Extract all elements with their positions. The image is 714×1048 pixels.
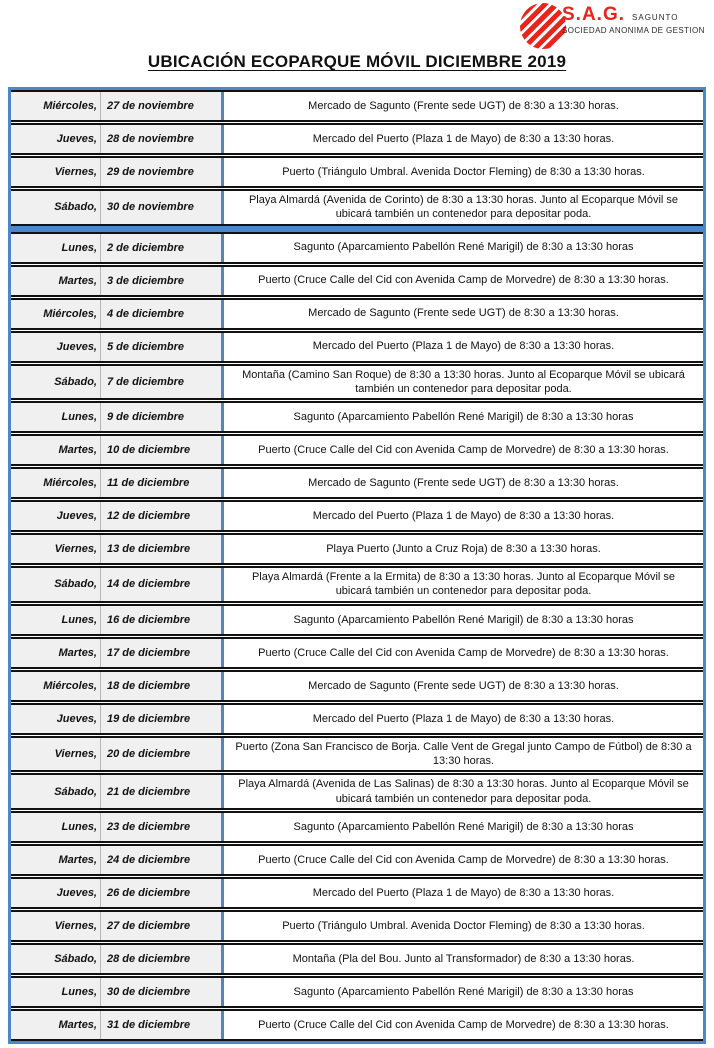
- date-cell: [11, 125, 221, 153]
- table-row: [11, 189, 703, 226]
- location-cell: Playa Almardá (Avenida de Corinto) de 8:30 a 13:30 horas. Junto al Ecoparque Móvil se ubicará también un contenedor para depositar poda.: [221, 191, 703, 224]
- page-title: UBICACIÓN ECOPARQUE MÓVIL DICIEMBRE 2019: [147, 52, 567, 71]
- table-row: [11, 123, 703, 155]
- day-label: Viernes,: [11, 158, 101, 186]
- table-row: [11, 331, 703, 363]
- date-label: 7 de diciembre: [107, 375, 185, 388]
- location-cell: Playa Puerto (Junto a Cruz Roja) de 8:30 a 13:30 horas.: [221, 535, 703, 563]
- sag-logo-ball-icon: [520, 3, 566, 49]
- date-cell: [11, 705, 221, 733]
- location-cell: Mercado del Puerto (Plaza 1 de Mayo) de 8:30 a 13:30 horas.: [221, 879, 703, 907]
- date-cell: [11, 158, 221, 186]
- day-label: Martes,: [11, 1011, 101, 1039]
- location-cell: Puerto (Triángulo Umbral. Avenida Doctor Fleming) de 8:30 a 13:30 horas.: [221, 158, 703, 186]
- location-cell: Mercado de Sagunto (Frente sede UGT) de 8:30 a 13:30 horas.: [221, 92, 703, 120]
- date-cell: [11, 879, 221, 907]
- date-label: 29 de noviembre: [107, 166, 194, 178]
- table-row: [11, 533, 703, 565]
- table-row: [11, 364, 703, 401]
- date-cell: [11, 672, 221, 700]
- location-cell: Puerto (Cruce Calle del Cid con Avenida Camp de Morvedre) de 8:30 a 13:30 horas.: [221, 1011, 703, 1039]
- date-label: 26 de diciembre: [107, 886, 191, 899]
- table-row: [11, 877, 703, 909]
- table-row: [11, 156, 703, 188]
- sag-logo-text: [562, 3, 705, 35]
- location-cell: Sagunto (Aparcamiento Pabellón René Marigil) de 8:30 a 13:30 horas: [221, 813, 703, 841]
- day-label: Sábado,: [11, 775, 101, 808]
- day-label: Miércoles,: [11, 672, 101, 700]
- table-row: [11, 943, 703, 975]
- location-cell: Playa Almardá (Frente a la Ermita) de 8:30 a 13:30 horas. Junto al Ecoparque Móvil se ubicará también un contenedor para depositar poda.: [221, 568, 703, 601]
- day-label: Viernes,: [11, 912, 101, 940]
- location-cell: Puerto (Zona San Francisco de Borja. Calle Vent de Gregal junto Campo de Fútbol) de 8:30 a 13:30 horas.: [221, 738, 703, 771]
- date-label: 14 de diciembre: [107, 578, 191, 591]
- sag-logo: [520, 3, 706, 49]
- date-label: 27 de noviembre: [107, 100, 194, 112]
- date-label: 28 de diciembre: [107, 952, 191, 965]
- date-cell: [11, 912, 221, 940]
- day-label: Lunes,: [11, 813, 101, 841]
- location-cell: Mercado del Puerto (Plaza 1 de Mayo) de 8:30 a 13:30 horas.: [221, 125, 703, 153]
- date-label: 28 de noviembre: [107, 133, 194, 145]
- day-label: Sábado,: [11, 945, 101, 973]
- date-cell: [11, 502, 221, 530]
- date-cell: [11, 738, 221, 771]
- date-label: 11 de diciembre: [107, 477, 190, 490]
- table-row: [11, 703, 703, 735]
- table-row: [11, 844, 703, 876]
- date-label: 24 de diciembre: [107, 853, 191, 866]
- day-label: Jueves,: [11, 705, 101, 733]
- day-label: Lunes,: [11, 403, 101, 431]
- day-label: Sábado,: [11, 568, 101, 601]
- location-cell: Sagunto (Aparcamiento Pabellón René Marigil) de 8:30 a 13:30 horas: [221, 403, 703, 431]
- day-label: Jueves,: [11, 125, 101, 153]
- location-cell: Mercado del Puerto (Plaza 1 de Mayo) de 8:30 a 13:30 horas.: [221, 502, 703, 530]
- sag-logo-acronym: S.A.G.: [562, 4, 626, 25]
- day-label: Jueves,: [11, 502, 101, 530]
- date-cell: [11, 92, 221, 120]
- date-label: 12 de diciembre: [107, 510, 191, 523]
- day-label: Sábado,: [11, 366, 101, 399]
- day-label: Viernes,: [11, 535, 101, 563]
- date-label: 19 de diciembre: [107, 712, 191, 725]
- table-row: [11, 401, 703, 433]
- date-label: 4 de diciembre: [107, 307, 185, 320]
- date-cell: [11, 469, 221, 497]
- date-label: 18 de diciembre: [107, 679, 191, 692]
- date-cell: [11, 978, 221, 1006]
- location-cell: Montaña (Pla del Bou. Junto al Transformador) de 8:30 a 13:30 horas.: [221, 945, 703, 973]
- date-cell: [11, 267, 221, 295]
- date-label: 30 de noviembre: [107, 201, 194, 214]
- location-cell: Sagunto (Aparcamiento Pabellón René Marigil) de 8:30 a 13:30 horas: [221, 606, 703, 634]
- table-row: [11, 434, 703, 466]
- table-row: [11, 90, 703, 122]
- date-cell: [11, 366, 221, 399]
- day-label: Lunes,: [11, 606, 101, 634]
- location-cell: Puerto (Cruce Calle del Cid con Avenida Camp de Morvedre) de 8:30 a 13:30 horas.: [221, 639, 703, 667]
- location-cell: Playa Almardá (Avenida de Las Salinas) de 8:30 a 13:30 horas. Junto al Ecoparque Móvil se ubicará también un contenedor para depositar poda.: [221, 775, 703, 808]
- day-label: Martes,: [11, 267, 101, 295]
- date-cell: [11, 436, 221, 464]
- table-row: [11, 265, 703, 297]
- schedule-table: [8, 87, 706, 1044]
- date-cell: [11, 403, 221, 431]
- location-cell: Puerto (Cruce Calle del Cid con Avenida Camp de Morvedre) de 8:30 a 13:30 horas.: [221, 267, 703, 295]
- date-cell: [11, 639, 221, 667]
- day-label: Jueves,: [11, 333, 101, 361]
- table-section-noviembre: [8, 87, 706, 229]
- day-label: Miércoles,: [11, 300, 101, 328]
- date-cell: [11, 568, 221, 601]
- date-cell: [11, 775, 221, 808]
- date-label: 21 de diciembre: [107, 785, 191, 798]
- day-label: Jueves,: [11, 879, 101, 907]
- date-label: 5 de diciembre: [107, 340, 185, 353]
- table-row: [11, 910, 703, 942]
- location-cell: Mercado del Puerto (Plaza 1 de Mayo) de 8:30 a 13:30 horas.: [221, 705, 703, 733]
- day-label: Martes,: [11, 639, 101, 667]
- date-label: 17 de diciembre: [107, 646, 191, 659]
- day-label: Lunes,: [11, 978, 101, 1006]
- table-section-diciembre: [8, 229, 706, 1044]
- date-cell: [11, 606, 221, 634]
- date-cell: [11, 300, 221, 328]
- date-label: 13 de diciembre: [107, 543, 191, 556]
- date-cell: [11, 813, 221, 841]
- location-cell: Sagunto (Aparcamiento Pabellón René Marigil) de 8:30 a 13:30 horas: [221, 978, 703, 1006]
- date-cell: [11, 846, 221, 874]
- date-label: 3 de diciembre: [107, 274, 185, 287]
- table-row: [11, 500, 703, 532]
- location-cell: Puerto (Cruce Calle del Cid con Avenida Camp de Morvedre) de 8:30 a 13:30 horas.: [221, 436, 703, 464]
- day-label: Viernes,: [11, 738, 101, 771]
- table-row: [11, 811, 703, 843]
- date-label: 23 de diciembre: [107, 820, 191, 833]
- day-label: Martes,: [11, 846, 101, 874]
- date-label: 20 de diciembre: [107, 748, 191, 761]
- location-cell: Puerto (Triángulo Umbral. Avenida Doctor Fleming) de 8:30 a 13:30 horas.: [221, 912, 703, 940]
- date-label: 27 de diciembre: [107, 919, 191, 932]
- location-cell: Mercado de Sagunto (Frente sede UGT) de 8:30 a 13:30 horas.: [221, 469, 703, 497]
- date-label: 9 de diciembre: [107, 411, 185, 424]
- table-row: [11, 232, 703, 264]
- date-label: 30 de diciembre: [107, 985, 191, 998]
- date-label: 10 de diciembre: [107, 444, 191, 457]
- location-cell: Mercado de Sagunto (Frente sede UGT) de 8:30 a 13:30 horas.: [221, 672, 703, 700]
- date-cell: [11, 191, 221, 224]
- day-label: Martes,: [11, 436, 101, 464]
- table-row: [11, 1009, 703, 1041]
- table-row: [11, 467, 703, 499]
- table-row: [11, 670, 703, 702]
- table-row: [11, 736, 703, 773]
- table-row: [11, 637, 703, 669]
- day-label: Sábado,: [11, 191, 101, 224]
- date-label: 31 de diciembre: [107, 1018, 191, 1031]
- date-cell: [11, 234, 221, 262]
- date-label: 16 de diciembre: [107, 613, 191, 626]
- day-label: Lunes,: [11, 234, 101, 262]
- day-label: Miércoles,: [11, 92, 101, 120]
- sag-logo-city: SAGUNTO: [632, 13, 679, 22]
- location-cell: Mercado del Puerto (Plaza 1 de Mayo) de 8:30 a 13:30 horas.: [221, 333, 703, 361]
- date-cell: [11, 945, 221, 973]
- table-row: [11, 298, 703, 330]
- table-row: [11, 773, 703, 810]
- table-row: [11, 566, 703, 603]
- location-cell: Sagunto (Aparcamiento Pabellón René Marigil) de 8:30 a 13:30 horas: [221, 234, 703, 262]
- location-cell: Puerto (Cruce Calle del Cid con Avenida Camp de Morvedre) de 8:30 a 13:30 horas.: [221, 846, 703, 874]
- location-cell: Montaña (Camino San Roque) de 8:30 a 13:30 horas. Junto al Ecoparque Móvil se ubicará también un contenedor para depositar poda.: [221, 366, 703, 399]
- day-label: Miércoles,: [11, 469, 101, 497]
- location-cell: Mercado de Sagunto (Frente sede UGT) de 8:30 a 13:30 horas.: [221, 300, 703, 328]
- date-cell: [11, 1011, 221, 1039]
- date-cell: [11, 333, 221, 361]
- table-row: [11, 604, 703, 636]
- date-label: 2 de diciembre: [107, 241, 185, 254]
- sag-logo-subtitle: SOCIEDAD ANONIMA DE GESTION: [562, 26, 705, 35]
- date-cell: [11, 535, 221, 563]
- table-row: [11, 976, 703, 1008]
